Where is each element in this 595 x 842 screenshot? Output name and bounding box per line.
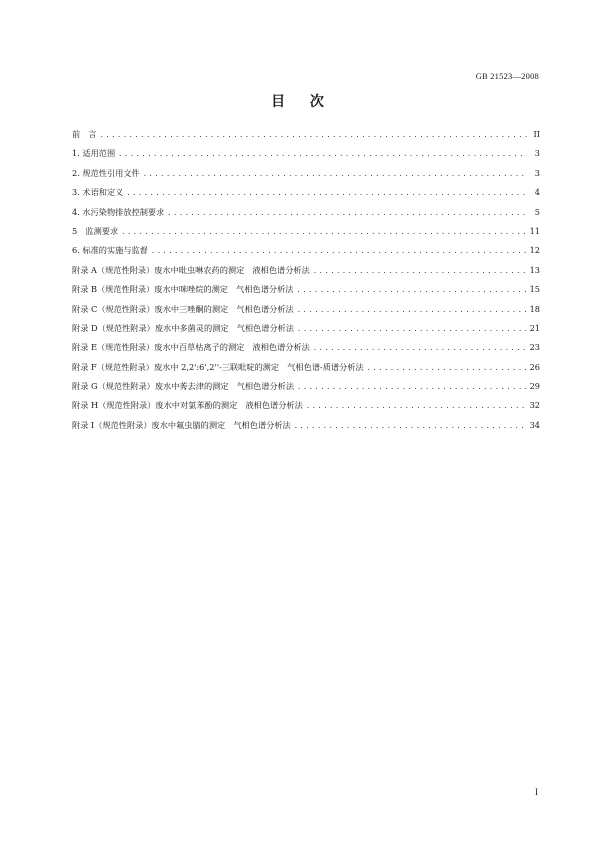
toc-entry-appendix-f[interactable] <box>72 358 540 377</box>
toc-entry-appendix-a[interactable] <box>72 261 540 280</box>
page-number: I <box>535 787 538 797</box>
toc-entry-label: 附录 I（规范性附录）废水中氟虫腈的测定 气相色谱分析法 <box>72 419 291 430</box>
toc-entry-normative-references[interactable] <box>72 164 540 183</box>
toc-leader-dots <box>313 339 527 358</box>
toc-entry-page: 13 <box>529 264 540 275</box>
toc-leader-dots <box>297 320 527 339</box>
toc-entry-page: 23 <box>529 342 540 353</box>
toc-leader-dots <box>118 145 527 164</box>
toc-entry-label: 附录 B（规范性附录）废水中咪唑烷的测定 气相色谱分析法 <box>72 284 294 295</box>
toc-leader-dots <box>151 242 527 261</box>
toc-leader-dots <box>167 204 527 223</box>
toc-leader-dots <box>306 397 527 416</box>
toc-entry-appendix-h[interactable] <box>72 396 540 415</box>
toc-leader-dots <box>297 281 527 300</box>
toc-leader-dots <box>297 301 527 320</box>
toc-entry-emission-requirements[interactable] <box>72 203 540 222</box>
standard-code: GB 21523—2008 <box>475 71 539 81</box>
toc-entry-label: 附录 C（规范性附录）废水中三唑酮的测定 气相色谱分析法 <box>72 303 294 314</box>
toc-leader-dots <box>297 378 527 397</box>
toc-entry-page: 15 <box>529 284 540 295</box>
toc-entry-appendix-e[interactable] <box>72 338 540 357</box>
toc-entry-page: 18 <box>529 303 540 314</box>
toc-entry-label: 附录 E（规范性附录）废水中百草枯离子的测定 液相色谱分析法 <box>72 342 310 353</box>
toc-entry-appendix-c[interactable] <box>72 300 540 319</box>
toc-leader-dots <box>100 126 527 145</box>
page-title: 目 次 <box>271 94 334 110</box>
toc-entry-label: 附录 G（规范性附录）废水中莠去津的测定 气相色谱分析法 <box>72 381 295 392</box>
toc-entry-page: 21 <box>529 322 540 333</box>
toc-entry-page: 5 <box>534 206 540 217</box>
toc-entry-label: 1. 适用范围 <box>72 148 116 159</box>
toc-leader-dots <box>143 165 527 184</box>
toc-entry-page: 29 <box>529 381 540 392</box>
toc-entry-page: 3 <box>534 167 540 178</box>
toc-entry-label: 3. 术语和定义 <box>72 187 124 198</box>
toc-leader-dots <box>126 184 527 203</box>
toc-leader-dots <box>121 223 526 242</box>
toc-entry-page: II <box>533 129 540 139</box>
toc-entry-appendix-i[interactable] <box>72 416 540 435</box>
toc-entry-implementation[interactable] <box>72 241 540 260</box>
toc-entry-page: 34 <box>529 419 540 430</box>
toc-entry-label: 附录 H（规范性附录）废水中对氯苯酚的测定 液相色谱分析法 <box>72 400 303 411</box>
toc-entry-preface[interactable] <box>72 125 540 144</box>
toc-entry-page: 11 <box>529 225 540 236</box>
toc-entry-terms[interactable] <box>72 183 540 202</box>
toc-entry-appendix-g[interactable] <box>72 377 540 396</box>
toc-entry-label: 附录 A（规范性附录）废水中吡虫啉农药的测定 液相色谱分析法 <box>72 264 310 275</box>
toc-entry-label: 附录 F（规范性附录）废水中 2,2':6',2''-三联吡啶的测定 气相色谱-质谱分析法 <box>72 361 364 372</box>
toc-entry-scope[interactable] <box>72 144 540 163</box>
toc-entry-appendix-b[interactable] <box>72 280 540 299</box>
toc-entry-label: 附录 D（规范性附录）废水中多菌灵的测定 气相色谱分析法 <box>72 322 295 333</box>
toc-entry-label: 2. 规范性引用文件 <box>72 167 140 178</box>
toc-entry-page: 26 <box>529 361 540 372</box>
toc-leader-dots <box>313 262 527 281</box>
toc-entry-label: 前 言 <box>72 129 97 139</box>
toc-entry-page: 4 <box>534 187 540 198</box>
toc-entry-label: 4. 水污染物排放控制要求 <box>72 206 165 217</box>
toc-entry-page: 32 <box>529 400 540 411</box>
toc-entry-page: 12 <box>529 245 540 256</box>
table-of-contents <box>72 125 540 435</box>
toc-leader-dots <box>294 417 527 436</box>
toc-entry-appendix-d[interactable] <box>72 319 540 338</box>
toc-entry-page: 3 <box>534 148 540 159</box>
toc-entry-label: 5 监测要求 <box>72 225 119 236</box>
toc-leader-dots <box>367 359 527 378</box>
toc-entry-monitoring[interactable] <box>72 222 540 241</box>
toc-entry-label: 6. 标准的实施与监督 <box>72 245 148 256</box>
